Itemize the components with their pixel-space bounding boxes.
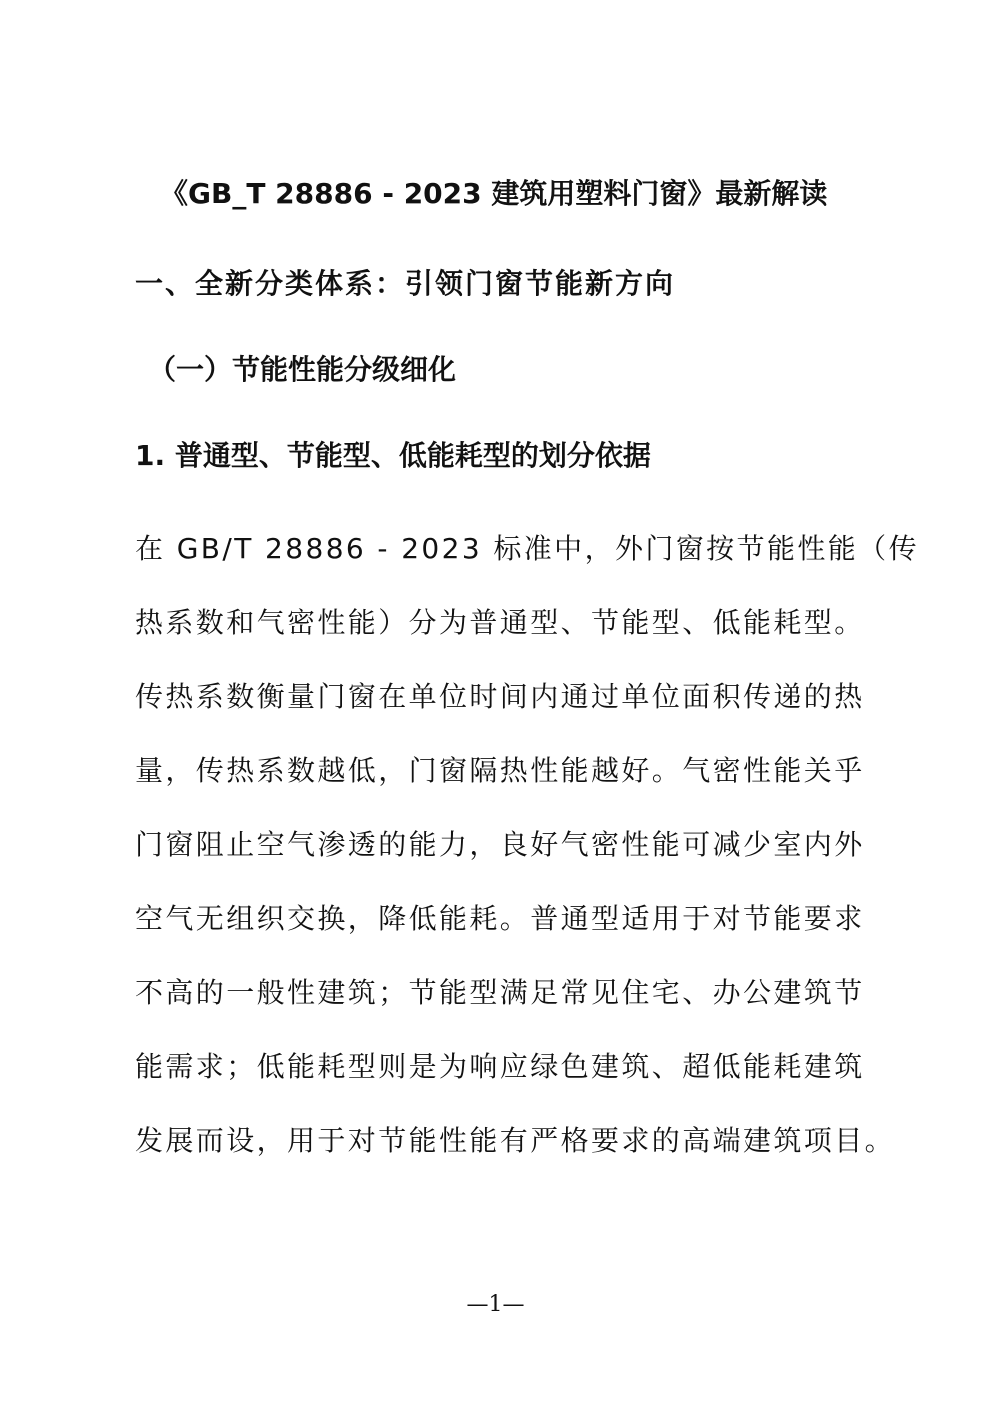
paragraph-line: 在 GB/T 28886 - 2023 标准中，外门窗按节能性能（传 (135, 532, 919, 565)
paragraph-line: 空气无组织交换，降低能耗。普通型适用于对节能要求 (135, 902, 865, 935)
paragraph-line: 不高的一般性建筑；节能型满足常见住宅、办公建筑节 (135, 976, 865, 1009)
paragraph-line: 能需求；低能耗型则是为响应绿色建筑、超低能耗建筑 (135, 1050, 865, 1083)
paragraph-line: 热系数和气密性能）分为普通型、节能型、低能耗型。 (135, 606, 865, 639)
paragraph-line: 量，传热系数越低，门窗隔热性能越好。气密性能关乎 (135, 754, 865, 787)
section-heading: 一、全新分类体系：引领门窗节能新方向 (135, 267, 676, 300)
item-heading: 1. 普通型、节能型、低能耗型的划分依据 (135, 439, 651, 472)
subsection-heading: （一）节能性能分级细化 (148, 353, 457, 386)
paragraph-line: 门窗阻止空气渗透的能力，良好气密性能可减少室内外 (135, 828, 865, 861)
body-paragraph (135, 526, 919, 1192)
paragraph-line: 传热系数衡量门窗在单位时间内通过单位面积传递的热 (135, 680, 865, 713)
paragraph-line: 发展而设，用于对节能性能有严格要求的高端建筑项目。 (135, 1124, 896, 1157)
page-number: —1— (466, 1292, 525, 1317)
document-title: 《GB_T 28886 - 2023 建筑用塑料门窗》最新解读 (160, 177, 828, 210)
